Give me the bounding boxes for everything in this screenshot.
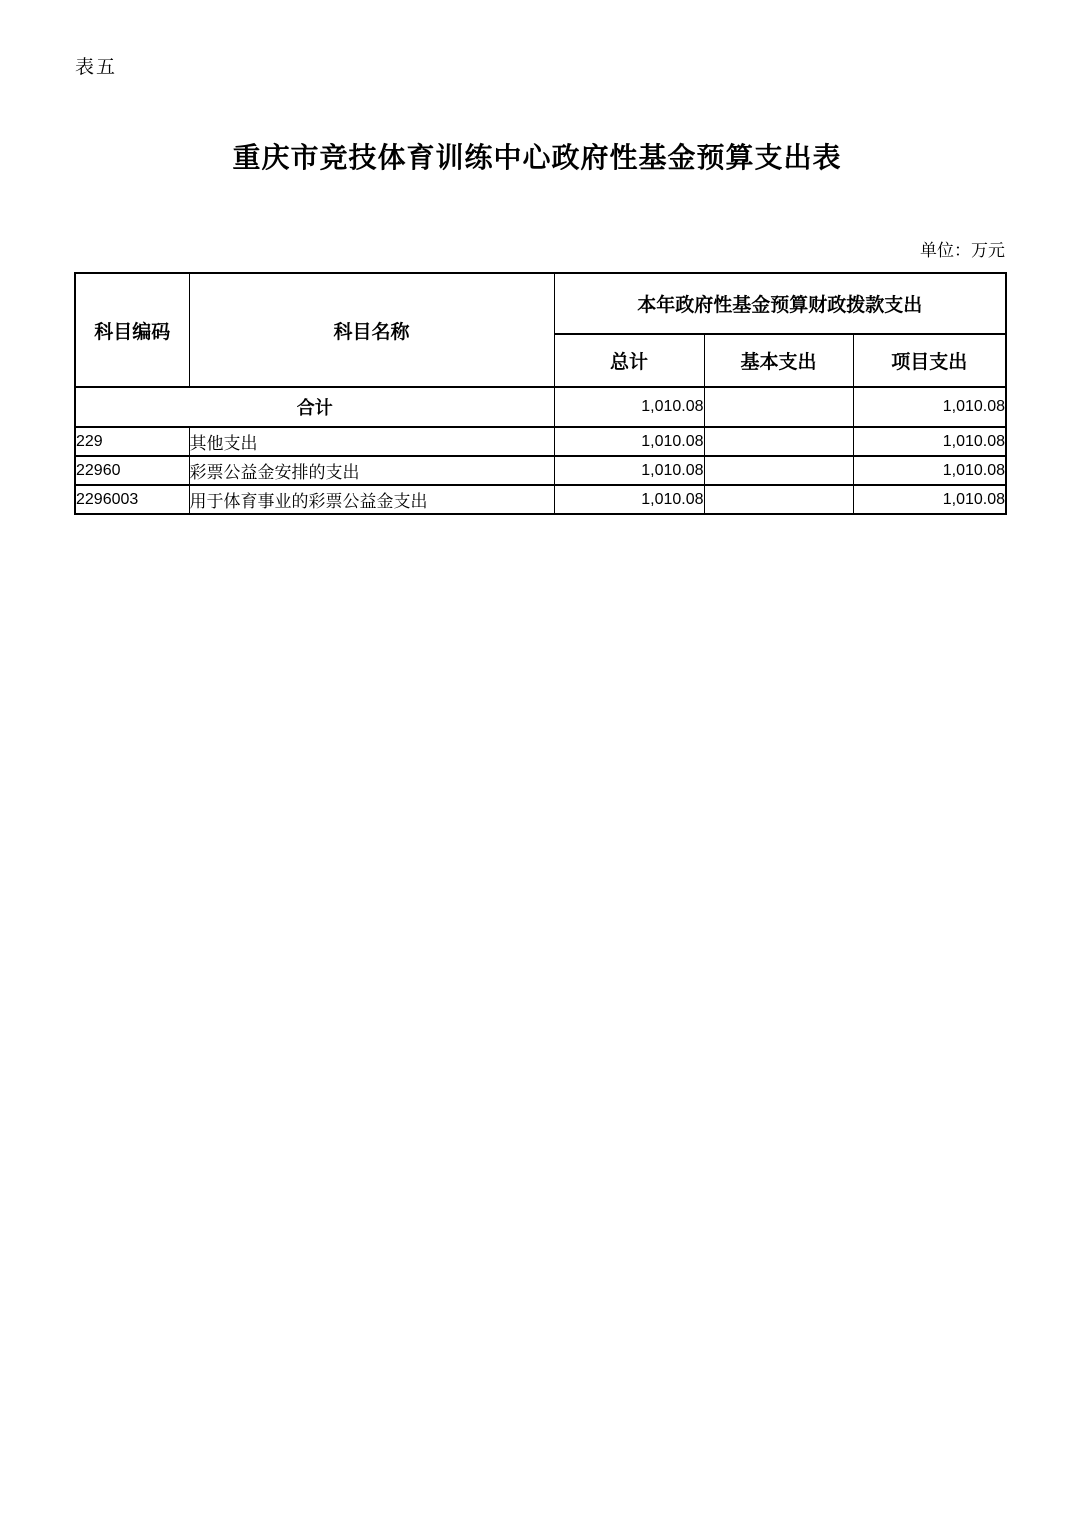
page-title: 重庆市竞技体育训练中心政府性基金预算支出表 xyxy=(232,143,842,174)
subject-name-cell: 彩票公益金安排的支出 xyxy=(189,456,554,485)
column-header-group-fund-expenditure: 本年政府性基金预算财政拨款支出 xyxy=(554,273,1006,334)
total-value-cell: 1,010.08 xyxy=(554,485,704,514)
basic-value-cell xyxy=(704,456,853,485)
column-header-project-expenditure: 项目支出 xyxy=(853,334,1006,387)
table-row xyxy=(75,485,1006,514)
column-header-subject-code: 科目编码 xyxy=(75,273,189,387)
total-value-cell: 1,010.08 xyxy=(554,456,704,485)
summary-row xyxy=(75,387,1006,427)
summary-label: 合计 xyxy=(75,387,554,427)
basic-value-cell xyxy=(704,427,853,456)
subject-code-cell: 22960 xyxy=(75,456,189,485)
subject-code-cell: 229 xyxy=(75,427,189,456)
basic-value-cell xyxy=(704,485,853,514)
project-value-cell: 1,010.08 xyxy=(853,456,1006,485)
unit-note: 单位：万元 xyxy=(920,241,1005,260)
subject-name-cell: 用于体育事业的彩票公益金支出 xyxy=(189,485,554,514)
table-number-label: 表五 xyxy=(75,57,118,78)
summary-project-value: 1,010.08 xyxy=(853,387,1006,427)
column-header-total: 总计 xyxy=(554,334,704,387)
column-header-basic-expenditure: 基本支出 xyxy=(704,334,853,387)
summary-total-value: 1,010.08 xyxy=(554,387,704,427)
table-row xyxy=(75,427,1006,456)
subject-name-cell: 其他支出 xyxy=(189,427,554,456)
subject-code-cell: 2296003 xyxy=(75,485,189,514)
table-row xyxy=(75,456,1006,485)
summary-basic-value xyxy=(704,387,853,427)
project-value-cell: 1,010.08 xyxy=(853,485,1006,514)
project-value-cell: 1,010.08 xyxy=(853,427,1006,456)
total-value-cell: 1,010.08 xyxy=(554,427,704,456)
budget-expenditure-table xyxy=(74,272,1007,515)
header-row-group xyxy=(75,273,1006,334)
column-header-subject-name: 科目名称 xyxy=(189,273,554,387)
